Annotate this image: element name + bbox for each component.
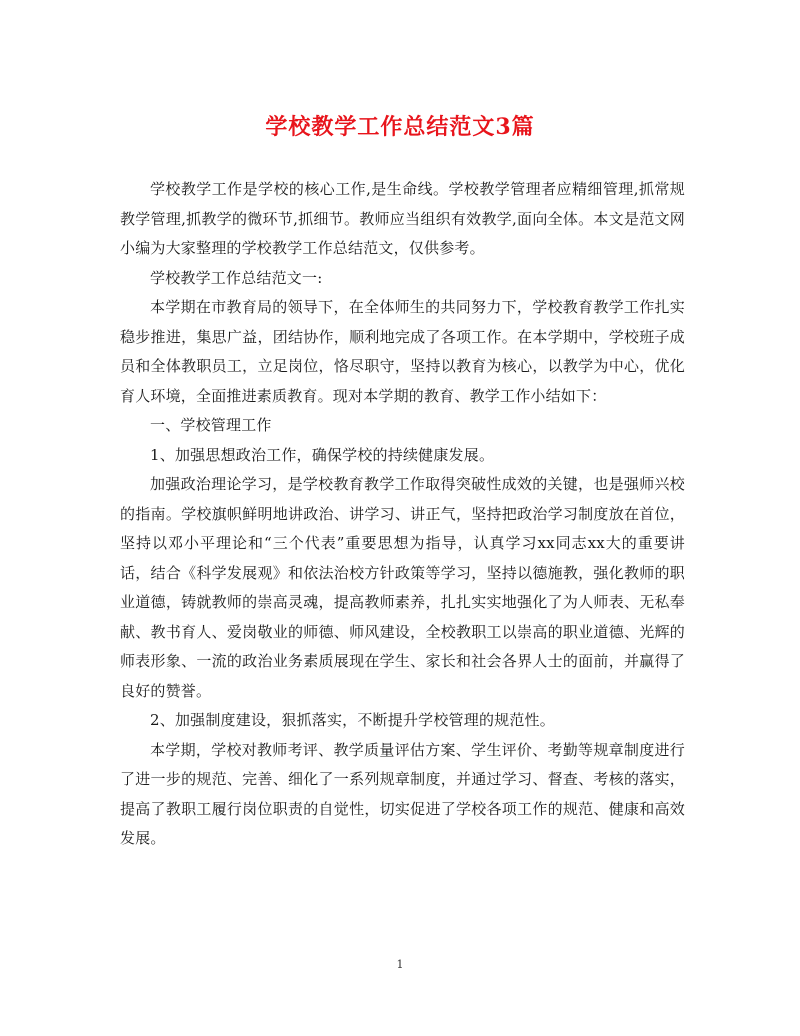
overview-paragraph: 本学期在市教育局的领导下，在全体师生的共同努力下，学校教育教学工作扎实稳步推进，集思广益，团结协作，顺利地完成了各项工作。在本学期中，学校班子成员和全体教职员工，立足岗位，恪尽职守，坚持以教育为核心，以教学为中心，优化育人环境，全面推进素质教育。现对本学期的教育、教学工作小结如下： [120, 298, 685, 405]
subheading-political-work: 1、加强思想政治工作，确保学校的持续健康发展。 [150, 445, 495, 464]
regulations-paragraph: 本学期，学校对教师考评、教学质量评估方案、学生评价、考勤等规章制度进行了进一步的规范、完善、细化了一系列规章制度，并通过学习、督查、考核的落实，提高了教职工履行岗位职责的自觉性，切实促进了学校各项工作的规范、健康和高效发展。 [120, 740, 685, 847]
document-title: 学校教学工作总结范文3篇 [265, 114, 535, 140]
political-study-paragraph: 加强政治理论学习，是学校教育教学工作取得突破性成效的关键，也是强师兴校的指南。学校旗帜鲜明地讲政治、讲学习、讲正气，坚持把政治学习制度放在首位，坚持以邓小平理论和“三个代表”重要思想为指导，认真学习xx同志xx大的重要讲话，结合《科学发展观》和依法治校方针政策等学习，坚持以德施教，强化教师的职业道德，铸就教师的崇高灵魂，提高教师素养，扎扎实实地强化了为人师表、无私奉献、教书育人、爱岗敬业的师德、师风建设，全校教职工以崇高的职业道德、光辉的师表形象、一流的政治业务素质展现在学生、家长和社会各界人士的面前，并赢得了良好的赞誉。 [120, 475, 685, 700]
section-heading-summary-one: 学校教学工作总结范文一: [150, 268, 323, 287]
section-heading-school-management: 一、学校管理工作 [150, 416, 272, 434]
intro-paragraph: 学校教学工作是学校的核心工作,是生命线。学校教学管理者应精细管理,抓常规教学管理,抓教学的微环节,抓细节。教师应当组织有效教学,面向全体。本文是范文网小编为大家整理的学校教学工作总结范文，仅供参考。 [120, 180, 685, 257]
document-body [120, 175, 685, 854]
subheading-system-building: 2、加强制度建设，狠抓落实，不断提升学校管理的规范性。 [150, 711, 555, 729]
page-number: 1 [396, 958, 404, 971]
